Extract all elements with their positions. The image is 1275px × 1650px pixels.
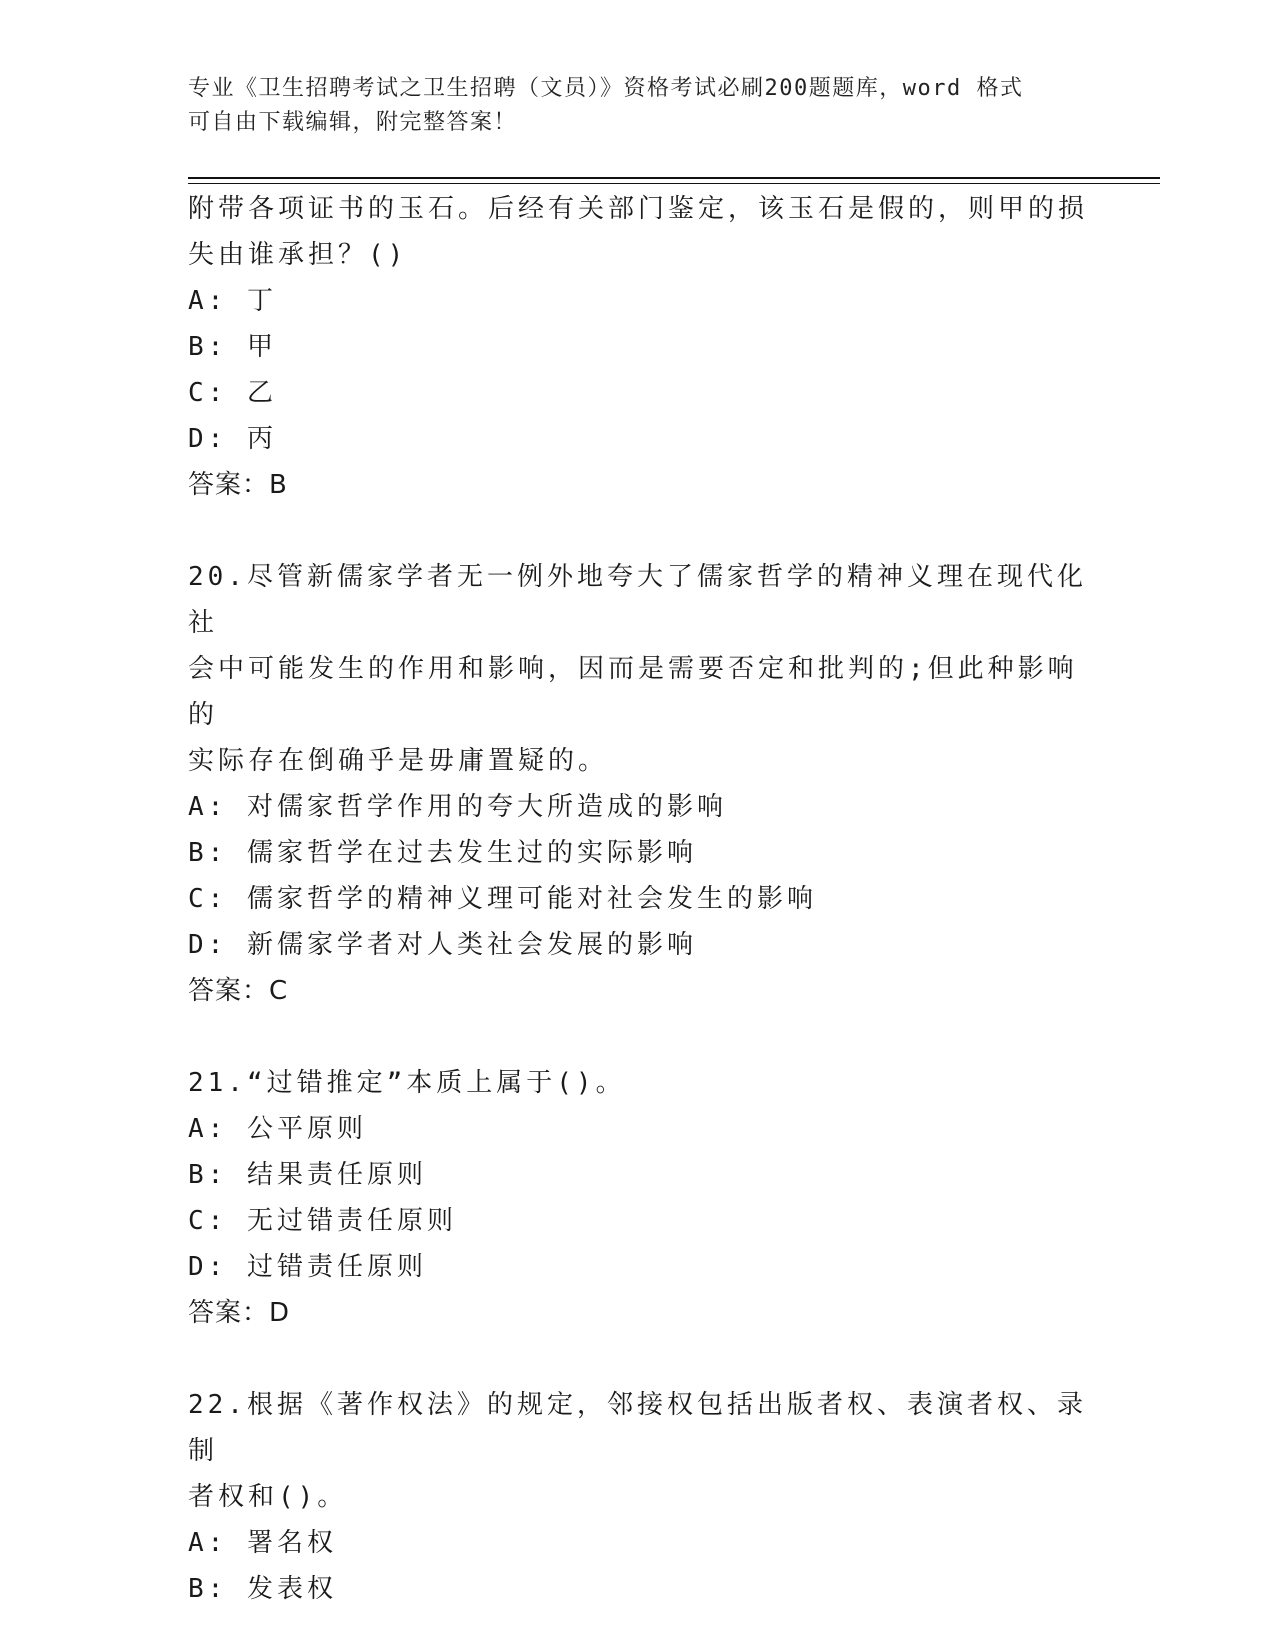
option-b: B: 发表权 (188, 1574, 337, 1604)
answer-line: 答案：C (188, 976, 289, 1006)
question-text-line: 实际存在倒确乎是毋庸置疑的。 (188, 746, 609, 776)
option-a: A: 署名权 (188, 1528, 337, 1558)
question-21 (188, 1060, 1088, 1336)
option-a: A: 丁 (188, 286, 277, 316)
document-header (188, 72, 1088, 140)
spacer (188, 1336, 1088, 1382)
option-c: C: 无过错责任原则 (188, 1206, 457, 1236)
question-22 (188, 1382, 1088, 1612)
header-rule-thin (188, 183, 1160, 184)
question-text-line: 22.根据《著作权法》的规定，邻接权包括出版者权、表演者权、录制 (188, 1390, 1087, 1466)
header-rule-thick (188, 177, 1160, 179)
question-text-line: 21.“过错推定”本质上属于()。 (188, 1068, 626, 1098)
question-text-line: 20.尽管新儒家学者无一例外地夸大了儒家哲学的精神义理在现代化社 (188, 562, 1087, 638)
question-text-line: 失由谁承担？() (188, 240, 408, 270)
option-b: B: 甲 (188, 332, 277, 362)
question-text-line: 附带各项证书的玉石。后经有关部门鉴定，该玉石是假的，则甲的损 (188, 194, 1089, 224)
question-19 (188, 186, 1088, 508)
option-d: D: 丙 (188, 424, 277, 454)
header-line-2: 可自由下载编辑，附完整答案！ (188, 110, 518, 135)
option-c: C: 儒家哲学的精神义理可能对社会发生的影响 (188, 884, 817, 914)
option-d: D: 新儒家学者对人类社会发展的影响 (188, 930, 697, 960)
header-line-1: 专业《卫生招聘考试之卫生招聘（文员）》资格考试必刷200题题库，word 格式 (188, 76, 1024, 101)
option-b: B: 结果责任原则 (188, 1160, 427, 1190)
answer-line: 答案：D (188, 1298, 291, 1328)
option-a: A: 对儒家哲学作用的夸大所造成的影响 (188, 792, 727, 822)
option-b: B: 儒家哲学在过去发生过的实际影响 (188, 838, 697, 868)
option-c: C: 乙 (188, 378, 277, 408)
spacer (188, 508, 1088, 554)
question-text-line: 者权和()。 (188, 1482, 348, 1512)
option-d: D: 过错责任原则 (188, 1252, 427, 1282)
question-list (188, 186, 1088, 1612)
answer-line: 答案：B (188, 470, 288, 500)
question-text-line: 会中可能发生的作用和影响，因而是需要否定和批判的;但此种影响的 (188, 654, 1078, 730)
option-a: A: 公平原则 (188, 1114, 367, 1144)
question-20 (188, 554, 1088, 1014)
spacer (188, 1014, 1088, 1060)
